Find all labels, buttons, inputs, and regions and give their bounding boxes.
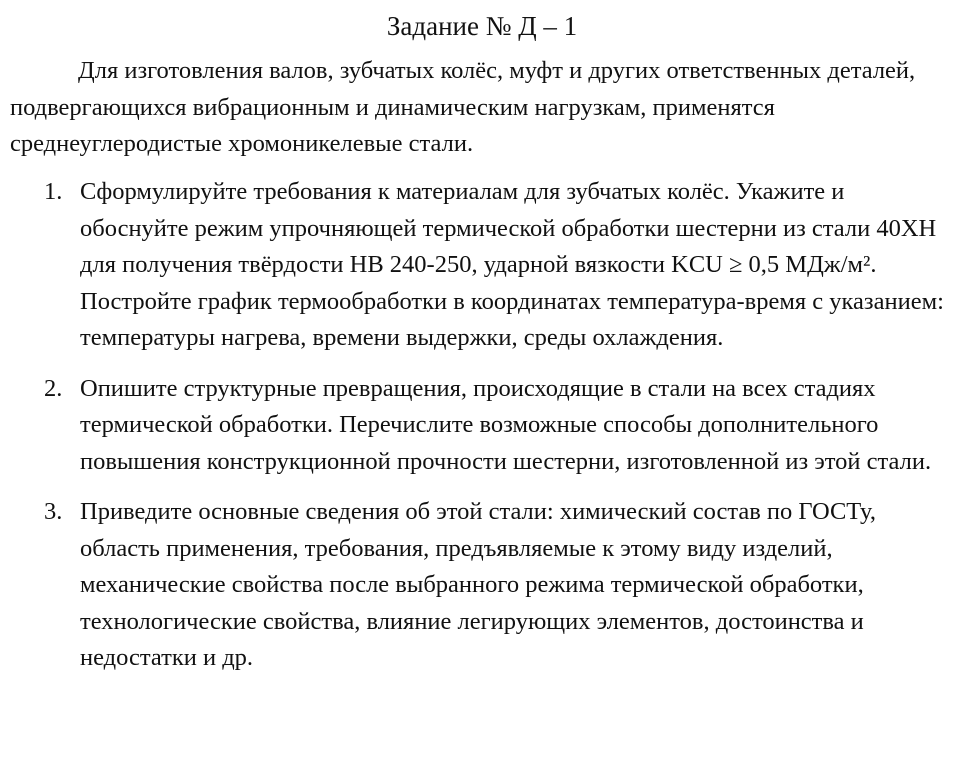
task-text: Сформулируйте требования к материалам для зубчатых колёс. Укажите и обоснуйте режим упрочняющей термической обработки шестерни из стали 40ХН для получения твёрдости НВ 240-250, ударной вязкости KCU ≥ 0,5 МДж/м². Постройте график термообработки в координатах температура-время с указанием: температуры нагрева, времени выдержки, среды охлаждения.: [80, 178, 944, 351]
task-item-1: [0, 174, 964, 357]
intro-paragraph: Для изготовления валов, зубчатых колёс, муфт и других ответственных деталей, подвергающихся вибрационным и динамическим нагрузкам, применятся среднеуглеродистые хромоникелевые стали.: [10, 57, 916, 157]
task-number: 2.: [44, 374, 63, 402]
task-text: Приведите основные сведения об этой стали: химический состав по ГОСТу, область применения, требования, предъявляемые к этому виду изделий, механические свойства после выбранного режима термической обработки, технологические свойства, влияние легирующих элементов, достоинства и недостатки и др.: [80, 498, 876, 671]
task-list: [0, 174, 964, 677]
task-text: Опишите структурные превращения, происходящие в стали на всех стадиях термической обработки. Перечислите возможные способы дополнительного повышения конструкционной прочности шестерни, изготовленной из этой стали.: [80, 374, 932, 475]
task-item-2: [0, 371, 964, 481]
task-number: 3.: [44, 498, 63, 525]
task-item-3: [0, 494, 964, 677]
task-number: 1.: [44, 178, 63, 205]
page-title: Задание № Д – 1: [386, 11, 578, 41]
